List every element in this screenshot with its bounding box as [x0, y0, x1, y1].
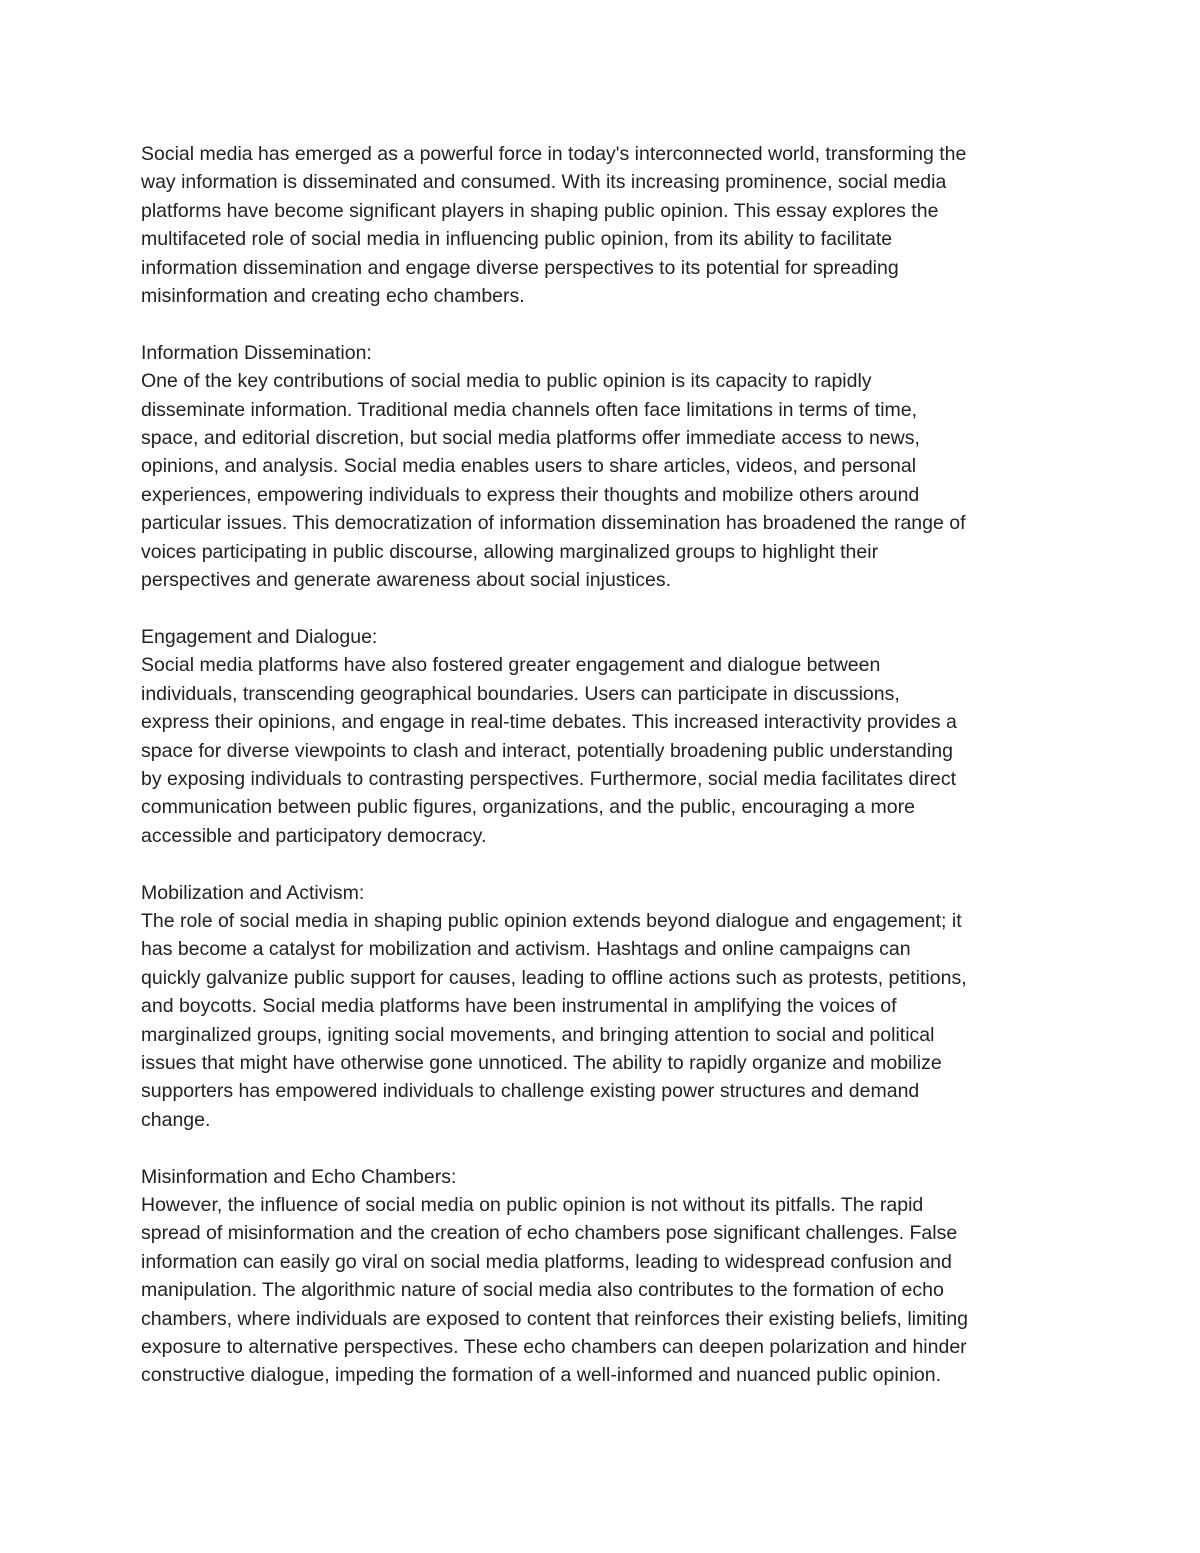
- section-line: Social media platforms have also fostered greater engagement and dialogue between: [141, 654, 881, 677]
- section-line: chambers, where individuals are exposed to content that reinforces their existing beliefs, limiting: [141, 1307, 969, 1330]
- document-body: [141, 140, 1061, 1390]
- section-mobilization-activism: [141, 879, 1061, 1135]
- section-line: quickly galvanize public support for causes, leading to offline actions such as protests, petitions,: [141, 966, 967, 989]
- section-line: change.: [141, 1108, 211, 1131]
- intro-line: multifaceted role of social media in influencing public opinion, from its ability to facilitate: [141, 228, 893, 251]
- section-line: manipulation. The algorithmic nature of social media also contributes to the formation of echo: [141, 1279, 944, 1302]
- section-line: particular issues. This democratization of information dissemination has broadened the range of: [141, 512, 966, 535]
- paragraph-gap: [141, 594, 1061, 622]
- section-heading: Misinformation and Echo Chambers:: [141, 1165, 457, 1188]
- section-line: information can easily go viral on social media platforms, leading to widespread confusion and: [141, 1250, 952, 1273]
- section-line: The role of social media in shaping public opinion extends beyond dialogue and engagement; it: [141, 909, 962, 932]
- intro-line: Social media has emerged as a powerful force in today's interconnected world, transforming the: [141, 143, 967, 165]
- paragraph-gap: [141, 310, 1061, 338]
- intro-line: information dissemination and engage diverse perspectives to its potential for spreading: [141, 256, 899, 279]
- section-line: by exposing individuals to contrasting perspectives. Furthermore, social media facilitates direct: [141, 767, 957, 790]
- section-line: supporters has empowered individuals to challenge existing power structures and demand: [141, 1080, 920, 1103]
- section-line: space, and editorial discretion, but social media platforms offer immediate access to news,: [141, 427, 920, 450]
- intro-paragraph: [141, 140, 1061, 310]
- section-misinformation-echo-chambers: [141, 1163, 1061, 1390]
- section-heading: Mobilization and Activism:: [141, 881, 365, 904]
- section-line: marginalized groups, igniting social movements, and bringing attention to social and political: [141, 1023, 935, 1046]
- section-line: communication between public figures, organizations, and the public, encouraging a more: [141, 796, 915, 819]
- section-line: space for diverse viewpoints to clash and interact, potentially broadening public understanding: [141, 739, 953, 762]
- section-line: perspectives and generate awareness about social injustices.: [141, 569, 672, 592]
- section-heading: Information Dissemination:: [141, 341, 372, 364]
- section-line: opinions, and analysis. Social media enables users to share articles, videos, and personal: [141, 455, 917, 478]
- section-line: issues that might have otherwise gone unnoticed. The ability to rapidly organize and mobilize: [141, 1051, 942, 1074]
- section-line: disseminate information. Traditional media channels often face limitations in terms of time,: [141, 398, 918, 421]
- section-line: One of the key contributions of social media to public opinion is its capacity to rapidly: [141, 370, 872, 393]
- section-line: accessible and participatory democracy.: [141, 824, 487, 847]
- intro-line: platforms have become significant players in shaping public opinion. This essay explores the: [141, 199, 939, 222]
- section-line: individuals, transcending geographical boundaries. Users can participate in discussions,: [141, 682, 900, 705]
- section-line: exposure to alternative perspectives. These echo chambers can deepen polarization and hinder: [141, 1336, 967, 1358]
- section-line: experiences, empowering individuals to express their thoughts and mobilize others around: [141, 483, 920, 506]
- paragraph-gap: [141, 850, 1061, 878]
- section-line: constructive dialogue, impeding the formation of a well-informed and nuanced public opinion.: [141, 1364, 941, 1387]
- section-line: However, the influence of social media on public opinion is not without its pitfalls. The rapid: [141, 1193, 924, 1216]
- section-heading: Engagement and Dialogue:: [141, 625, 378, 648]
- section-line: and boycotts. Social media platforms have been instrumental in amplifying the voices of: [141, 995, 897, 1018]
- intro-line: misinformation and creating echo chambers.: [141, 285, 525, 308]
- section-line: has become a catalyst for mobilization and activism. Hashtags and online campaigns can: [141, 938, 911, 961]
- section-engagement-dialogue: [141, 623, 1061, 850]
- section-line: express their opinions, and engage in real-time debates. This increased interactivity provides a: [141, 711, 957, 734]
- paragraph-gap: [141, 1134, 1061, 1162]
- section-information-dissemination: [141, 339, 1061, 595]
- section-line: spread of misinformation and the creation of echo chambers pose significant challenges. False: [141, 1222, 958, 1245]
- section-line: voices participating in public discourse, allowing marginalized groups to highlight their: [141, 540, 879, 563]
- intro-line: way information is disseminated and consumed. With its increasing prominence, social media: [141, 171, 947, 194]
